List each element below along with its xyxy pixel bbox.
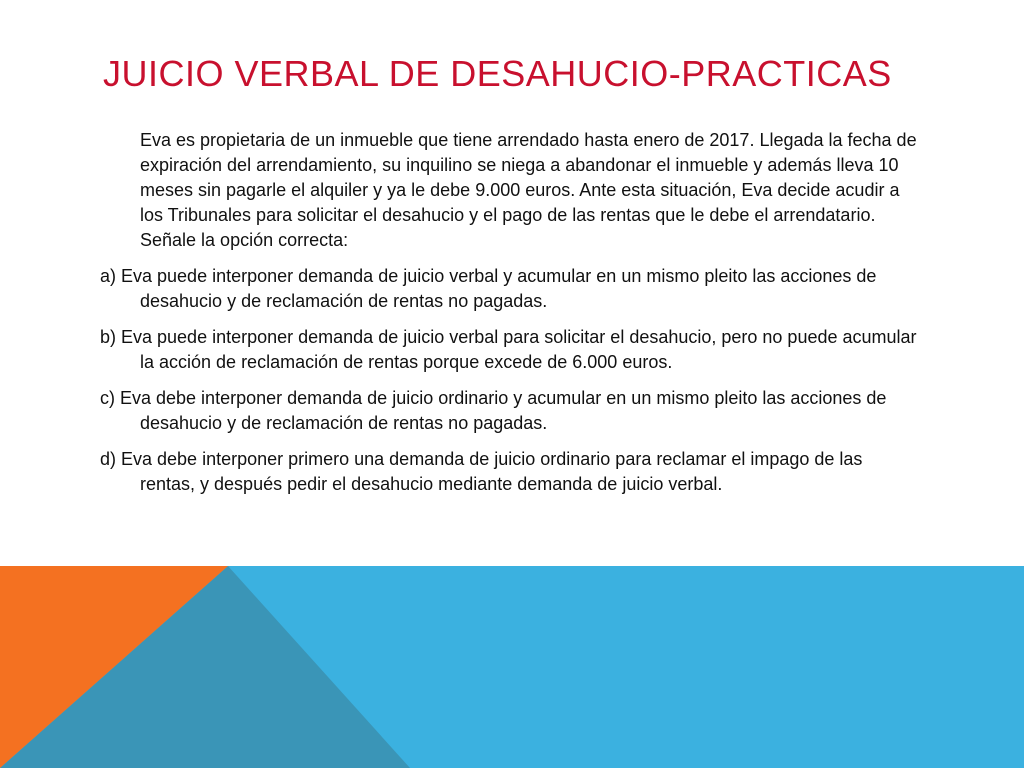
option-c: c) Eva debe interponer demanda de juicio ordinario y acumular en un mismo pleito las acciones de desahucio y de reclamación de rentas no pagadas. [100, 388, 887, 433]
slide-body [100, 128, 920, 508]
question-intro: Eva es propietaria de un inmueble que tiene arrendado hasta enero de 2017. Llegada la fecha de expiración del arrendamiento, su inquilino se niega a abandonar el inmueble y además lleva 10 meses sin pagarle el alquiler y ya le debe 9.000 euros. Ante esta situación, Eva decide acudir a los Tribunales para solicitar el desahucio y el pago de las rentas que le debe el arrendatario. Señale la opción correcta: [140, 130, 917, 250]
option-a: a) Eva puede interponer demanda de juicio verbal y acumular en un mismo pleito las acciones de desahucio y de reclamación de rentas no pagadas. [100, 266, 877, 311]
slide-title: JUICIO VERBAL DE DESAHUCIO-PRACTICAS [103, 53, 892, 94]
option-d: d) Eva debe interponer primero una demanda de juicio ordinario para reclamar el impago de las rentas, y después pedir el desahucio mediante demanda de juicio verbal. [100, 449, 863, 494]
option-b: b) Eva puede interponer demanda de juicio verbal para solicitar el desahucio, pero no puede acumular la acción de reclamación de rentas porque excede de 6.000 euros. [100, 327, 917, 372]
decorative-footer [0, 566, 1024, 768]
